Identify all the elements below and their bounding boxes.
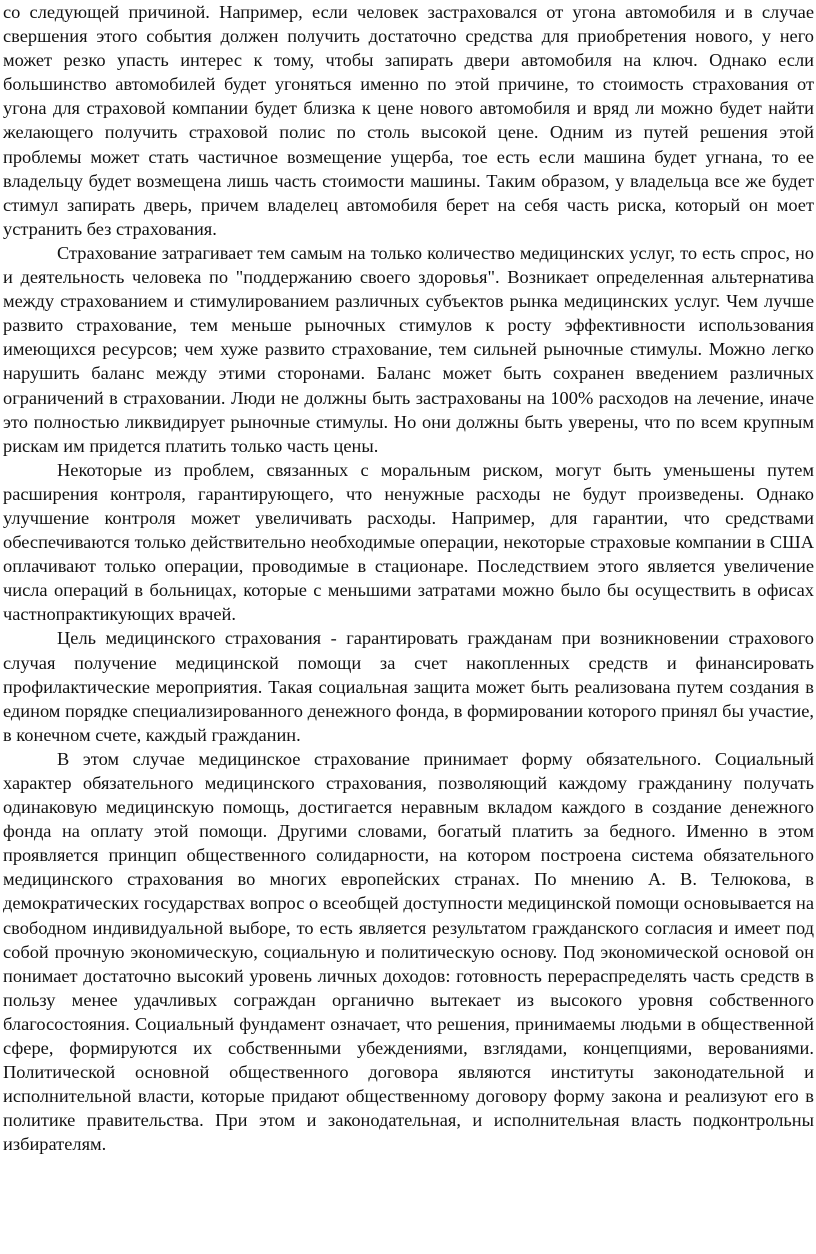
paragraph-4: Цель медицинского страхования - гарантировать гражданам при возникновении страхового случая получение медицинской помощи за счет накопленных средств и финансировать профилактические мероприятия. Такая социальная защита может быть реализована путем создания в едином порядке специализированного денежного фонда, в формировании которого принял бы участие, в конечном счете, каждый гражданин.	[3, 628, 814, 745]
paragraph-2: Страхование затрагивает тем самым на только количество медицинских услуг, то есть спрос, но и деятельность человека по "поддержанию своего здоровья". Возникает определенная альтернатива между страхованием и стимулированием различных субъектов рынка медицинских услуг. Чем лучше развито страхование, тем меньше рыночных стимулов к росту эффективности использования имеющихся ресурсов; чем хуже развито страхование, тем сильней рыночные стимулы. Можно легко нарушить баланс между этими сторонами. Баланс может быть сохранен введением различных ограничений в страховании. Люди не должны быть застрахованы на 100% расходов на лечение, иначе это полностью ликвидирует рыночные стимулы. Но они должны быть уверены, что по всем крупным рискам им придется платить только часть цены.	[3, 242, 814, 456]
paragraph-1: со следующей причиной. Например, если человек застраховался от угона автомобиля и в случае свершения этого события должен получить достаточно средства для приобретения нового, у него может резко упасть интерес к тому, чтобы запирать двери автомобиля на ключ. Однако если большинство автомобилей будет угоняться именно по этой причине, то стоимость страхования от угона для страховой компании будет близка к цене нового автомобиля и вряд ли можно будет найти желающего получить страховой полис по столь высокой цене. Одним из путей решения этой проблемы может стать частичное возмещение ущерба, тое есть если машина будет угнана, то ее владельцу будет возмещена лишь часть стоимости машины. Таким образом, у владельца все же будет стимул запирать дверь, причем владелец автомобиля берет на себя часть риска, который он моет устранить без страхования.	[3, 2, 814, 239]
paragraph-3: Некоторые из проблем, связанных с моральным риском, могут быть уменьшены путем расширения контроля, гарантирующего, что ненужные расходы не будут произведены. Однако улучшение контроля может увеличивать расходы. Например, для гарантии, что средствами обеспечиваются только действительно необходимые операции, некоторые страховые компании в США оплачивают только операции, проводимые в стационаре. Последствием этого является увеличение числа операций в больницах, которые с меньшими затратами можно было бы осуществить в офисах частнопрактикующих врачей.	[3, 459, 814, 625]
paragraph-5: В этом случае медицинское страхование принимает форму обязательного. Социальный характер обязательного медицинского страхования, позволяющий каждому гражданину получать одинаковую медицинскую помощь, достигается неравным вкладом каждого в создание денежного фонда на оплату этой помощи. Другими словами, богатый платить за бедного. Именно в этом проявляется принцип общественного солидарности, на котором построена система обязательного медицинского страхования во многих европейских странах. По мнению А. В. Телюкова, в демократических государствах вопрос о всеобщей доступности медицинской помощи основывается на свободном индивидуальной выборе, то есть является результатом гражданского согласия и имеет под собой прочную экономическую, социальную и политическую основу. Под экономической основой он понимает достаточно высокий уровень личных доходов: готовность перераспределять часть средств в пользу менее удачливых сограждан органично вытекает из высокого уровня собственного благосостояния. Социальный фундамент означает, что решения, принимаемы людьми в общественной сфере, формируются их собственными убеждениями, взглядами, концепциями, верованиями. Политической основной общественного договора являются институты законодательной и исполнительной власти, которые придают общественному договору форму закона и реализуют его в политике правительства. При этом и законодательная, и исполнительная власть подконтрольны избирателям.	[3, 748, 814, 1155]
